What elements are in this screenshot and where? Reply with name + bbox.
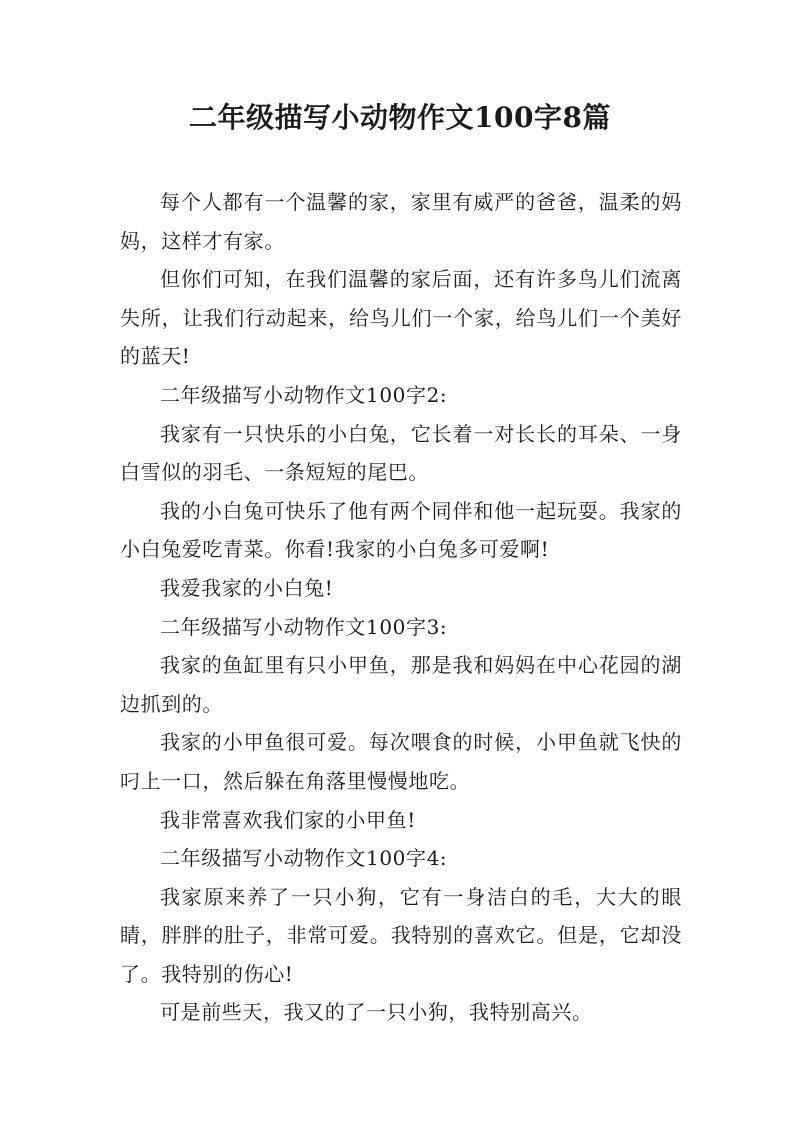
paragraph: 我家原来养了一只小狗，它有一身洁白的毛，大大的眼睛，胖胖的肚子，非常可爱。我特别的喜欢它。但是，它却没了。我特别的伤心!	[120, 884, 682, 986]
paragraph: 可是前些天，我又的了一只小狗，我特别高兴。	[160, 1000, 593, 1025]
paragraph: 每个人都有一个温馨的家，家里有威严的爸爸，温柔的妈妈，这样才有家。	[120, 190, 682, 253]
paragraph: 我家的鱼缸里有只小甲鱼，那是我和妈妈在中心花园的湖边抓到的。	[120, 653, 682, 716]
section-heading: 二年级描写小动物作文100字3:	[160, 614, 448, 639]
paragraph: 我家的小甲鱼很可爱。每次喂食的时候，小甲鱼就飞快的叼上一口，然后躲在角落里慢慢地吃。	[120, 730, 682, 793]
document-body	[120, 183, 682, 1032]
section-heading: 二年级描写小动物作文100字2:	[160, 382, 448, 407]
paragraph: 我家有一只快乐的小白兔，它长着一对长长的耳朵、一身白雪似的羽毛、一条短短的尾巴。	[120, 421, 682, 485]
paragraph: 但你们可知，在我们温馨的家后面，还有许多鸟儿们流离失所，让我们行动起来，给鸟儿们一个家，给鸟儿们一个美好的蓝天!	[120, 267, 682, 369]
paragraph: 我爱我家的小白兔!	[160, 575, 334, 600]
section-heading: 二年级描写小动物作文100字4:	[160, 846, 448, 871]
paragraph: 我非常喜欢我们家的小甲鱼!	[160, 807, 416, 832]
paragraph: 我的小白兔可快乐了他有两个同伴和他一起玩耍。我家的小白兔爱吃青菜。你看!我家的小白兔多可爱啊!	[120, 498, 682, 562]
document-title: 二年级描写小动物作文100字8篇	[189, 101, 611, 134]
